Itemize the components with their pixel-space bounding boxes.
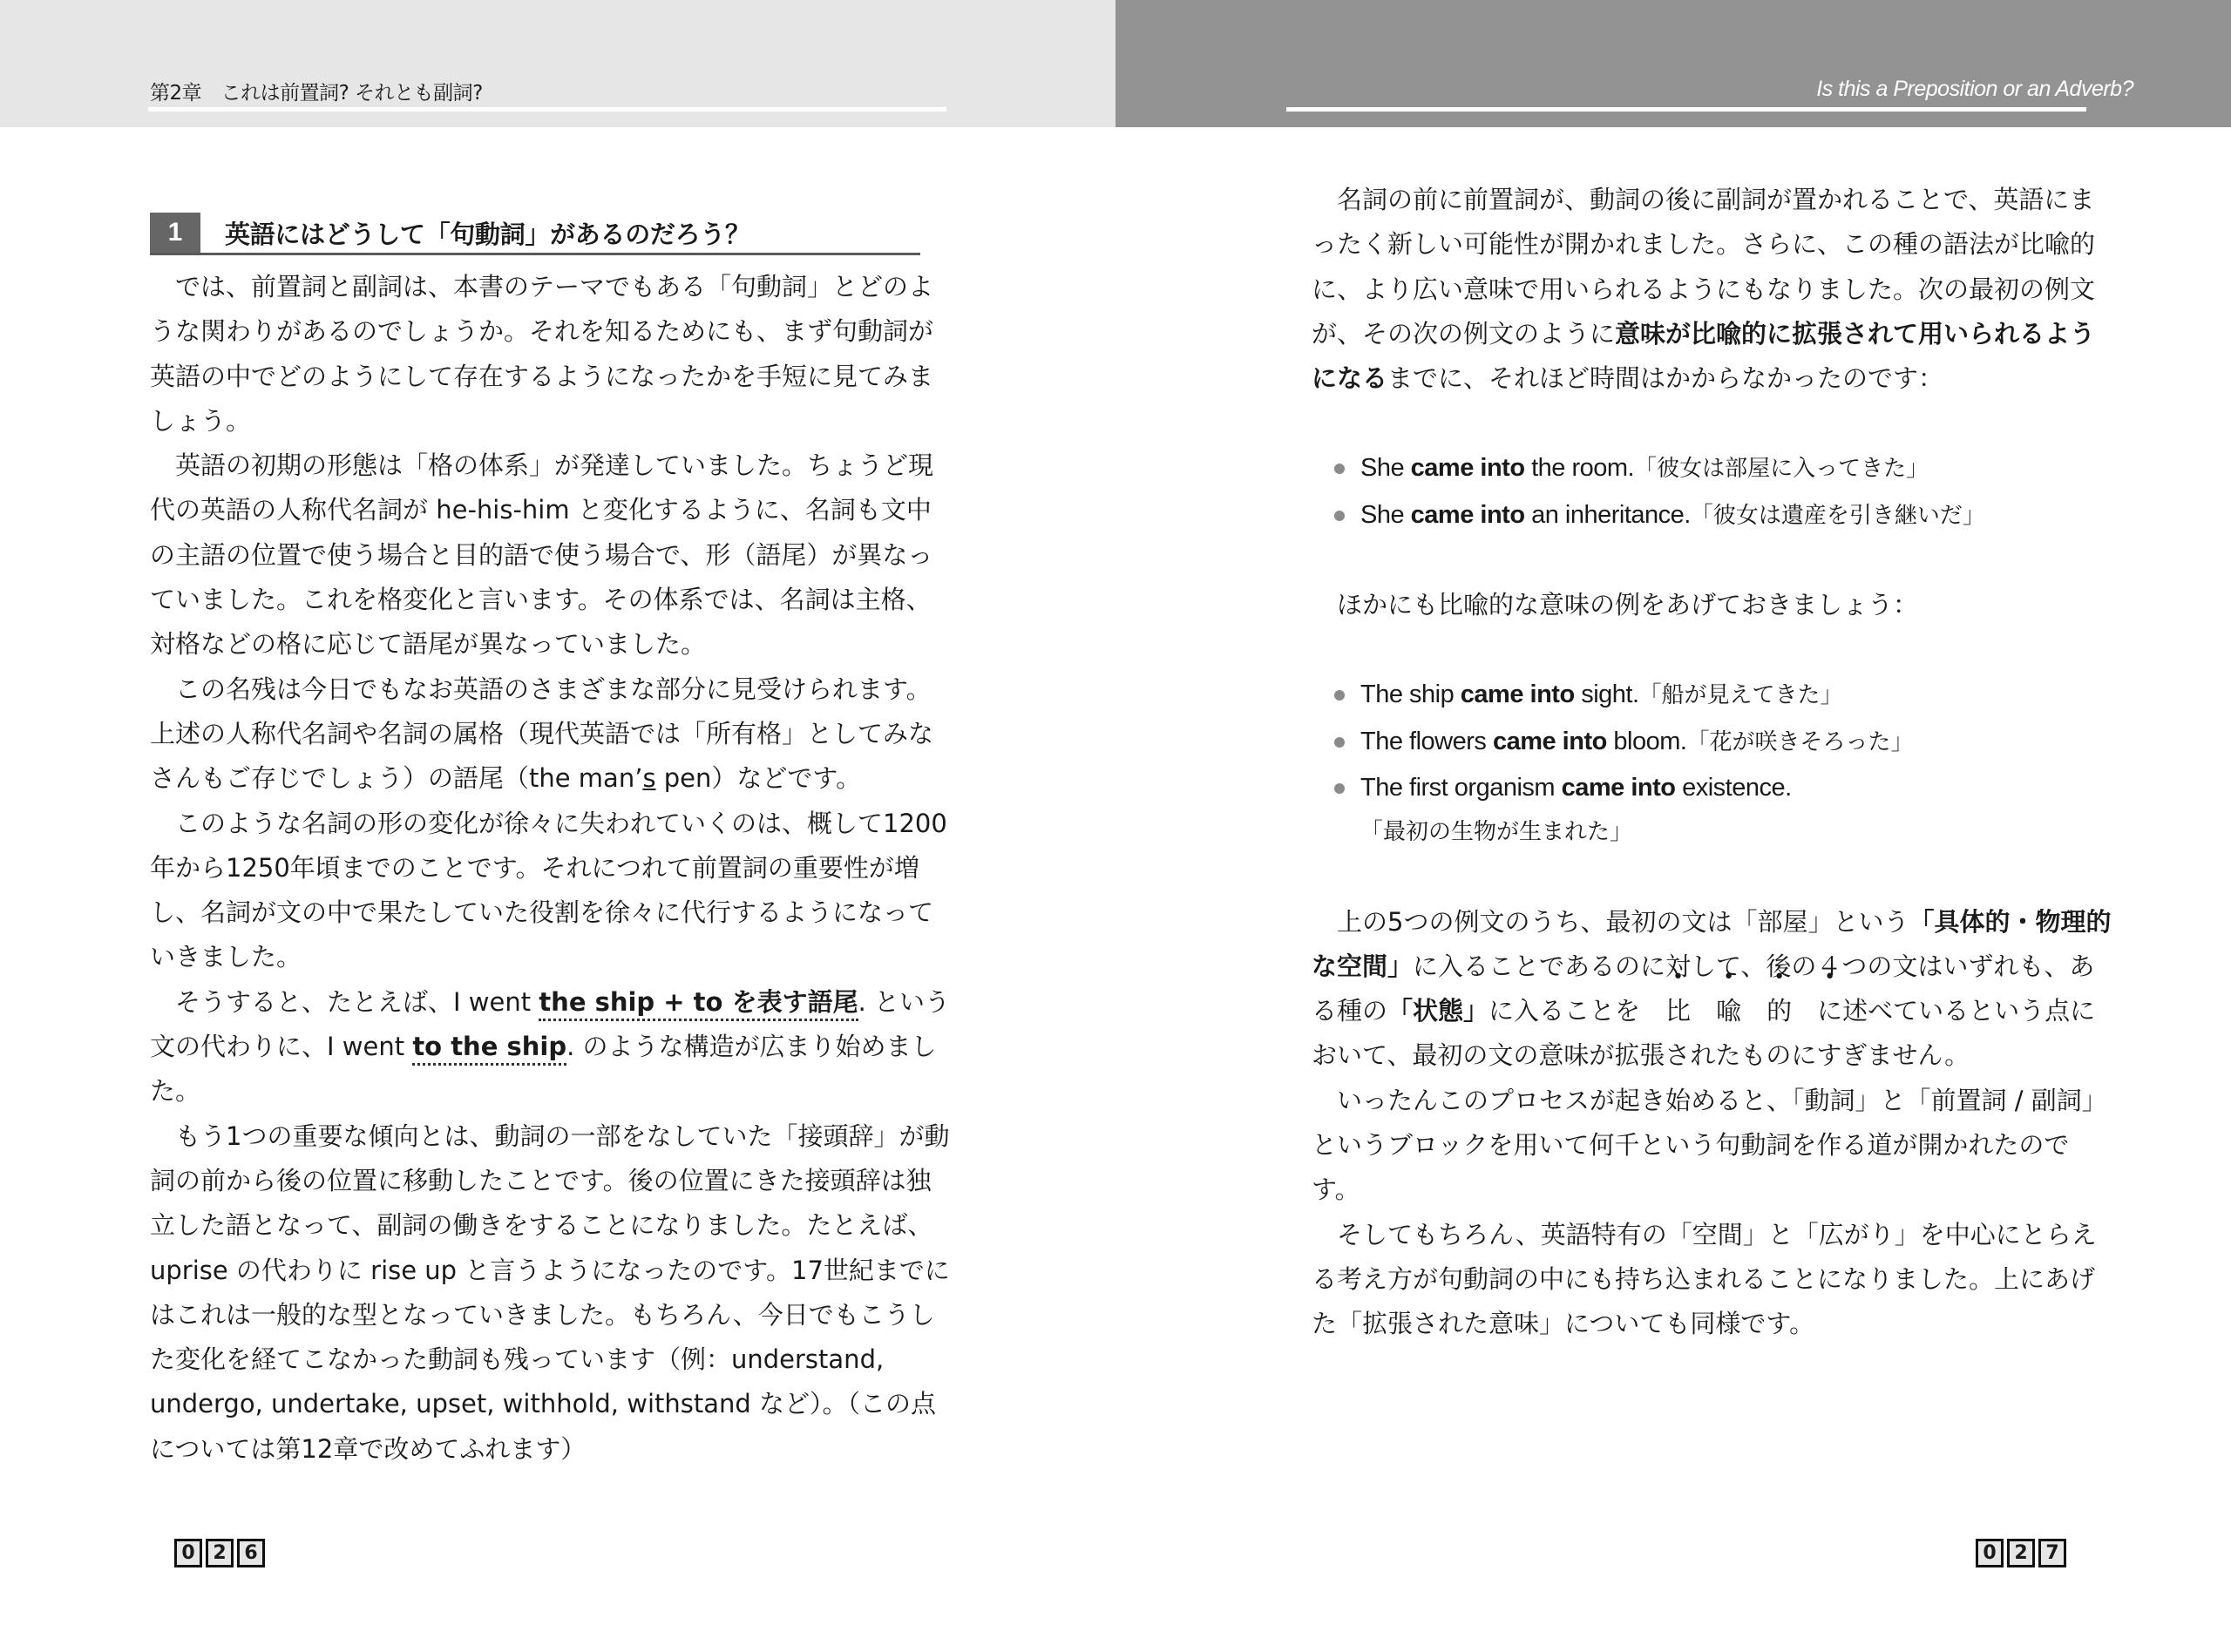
example-text: the room. (1524, 454, 1635, 483)
bold-phrase: 「具体的・物理的な空間」 (1312, 906, 2112, 981)
example-item (1312, 719, 2113, 765)
section-number: 1 (150, 213, 200, 253)
page-digit: 2 (206, 1539, 234, 1567)
spacer (1312, 538, 2113, 583)
chapter-title-en: Is this a Preposition or an Adverb? (1816, 77, 2133, 101)
paragraph (150, 980, 952, 1114)
running-header-right (1116, 0, 2231, 127)
right-body (1312, 178, 2113, 1347)
example-text: existence. (1675, 773, 1792, 802)
example-text: She (1360, 500, 1411, 529)
spacer (1312, 627, 2113, 672)
example-text: sight. (1574, 680, 1639, 709)
page-digit: 0 (174, 1539, 202, 1567)
paragraph: では、前置詞と副詞は、本書のテーマでもある「句動詞」とどのような関わりがあるのでしょうか。それを知るためにも、まず句動詞が英語の中でどのようにして存在するようになったかを手短に見てみましょう。 (150, 272, 934, 436)
phrasal-verb: came into (1492, 727, 1607, 755)
example-item (1312, 672, 2113, 718)
paragraph: そしてもちろん、英語特有の「空間」と「広がり」を中心にとらえる考え方が句動詞の中にも持ち込まれることになりました。上にあげた「拡張された意味」についても同様です。 (1312, 1219, 2097, 1339)
phrasal-verb: came into (1561, 773, 1676, 802)
emphasis-dot-char: 比 (1665, 996, 1692, 1026)
example-text: The flowers (1360, 727, 1493, 755)
paragraph: ほかにも比喩的な意味の例をあげておきましょう： (1337, 590, 1919, 620)
translation: 「最初の生物が生まれた」 (1360, 819, 1633, 846)
example-list (1312, 672, 2113, 810)
emphasis-dot-char: 的 (1766, 996, 1793, 1026)
paragraph: 英語の初期の形態は「格の体系」が発達していました。ちょうど現代の英語の人称代名詞が he-his-him と変化するように、名詞も文中の主語の位置で使う場合と目的語で使う場合で、形（語尾）が異なっていました。これを格変化と言います。その体系では、名詞は主格、対格などの格に応じて語尾が異なっていました。 (150, 450, 934, 660)
spacer (1312, 401, 2113, 445)
section-title: 英語にはどうして「句動詞」があるのだろう？ (225, 219, 750, 249)
translation: 「彼女は部屋に入ってきた」 (1634, 456, 1929, 483)
example-text: She (1360, 454, 1411, 483)
emphasis-phrase: the ship + to を表す語尾 (539, 987, 858, 1021)
example-item (1312, 492, 2113, 538)
text: 述べているという点において、最初の文の意味が拡張されたものにすぎません。 (1312, 996, 2096, 1071)
header-rule (1286, 107, 2086, 112)
example-text: The first organism (1360, 773, 1562, 802)
emphasis-dot-char: に (1817, 996, 1843, 1026)
paragraph (150, 667, 952, 802)
paragraph: もう1つの重要な傾向とは、動詞の一部をなしていた「接頭辞」が動詞の前から後の位置に移動したことです。後の位置にきた接頭辞は独立した語となって、副詞の働きをすることになりました。たとえば、uprise の代わりに rise up と言うようになったのです。17世紀までにはこれは一般的な型となっていきました。もちろん、今日でもこうした変化を経てこなかった動詞も残っています（例：understand, undergo, undertake, upset, withhold, withstand など）。（この点については第12章で改めてふれます） (150, 1121, 950, 1464)
text: . という文の代わりに、I went (150, 986, 951, 1062)
text: 名詞の前に前置詞が、動詞の後に副詞が置かれることで、英語にまったく新しい可能性が開かれました。さらに、この種の語法が比喩的に、より広い意味で用いられるようにもなりました。次の最初の例文が、その次の例文のように (1312, 185, 2096, 349)
running-header-left (0, 0, 1116, 127)
text: 上の5つの例文のうち、最初の文は「部屋」という (1337, 906, 1909, 937)
page-digit: 2 (2007, 1539, 2035, 1567)
chapter-title: 第2章 これは前置詞? それとも副詞? (150, 82, 483, 105)
paragraph (1312, 900, 2113, 1079)
page-digit: 6 (237, 1539, 265, 1567)
text: そうすると、たとえば、I went (175, 986, 539, 1017)
bold-phrase: 「状態」 (1387, 996, 1489, 1026)
page-number-right (1976, 1539, 2066, 1567)
bold-phrase: 意味が比喩的に拡張されて用いられるようになる (1312, 318, 2096, 394)
paragraph: いったんこのプロセスが起き始めると、「動詞」と「前置詞 / 副詞」というブロックを用いて何千という句動詞を作る道が開かれたのです。 (1312, 1085, 2107, 1205)
emphasis-phrase: to the ship (412, 1032, 566, 1066)
phrasal-verb: came into (1410, 500, 1525, 529)
possessive-s: s (642, 763, 656, 794)
page-digit: 0 (1976, 1539, 2004, 1567)
text: この名残は今日でもなお英語のさまざまな部分に見受けられます。上述の人称代名詞や名詞の属格（現代英語では「所有格」としてみなさんもご存じでしょう）の語尾（the man’ (150, 674, 934, 794)
phrasal-verb: came into (1410, 454, 1525, 483)
example-text: bloom. (1606, 727, 1687, 755)
translation: 「花が咲きそろった」 (1686, 728, 1914, 755)
emphasis-dot-char: 喩 (1716, 996, 1742, 1026)
text: までに、それほど時間はかからなかったのです： (1387, 363, 1944, 394)
example-text: The ship (1360, 680, 1461, 709)
paragraph: このような名詞の形の変化が徐々に失われていくのは、概して1200年から1250年頃までのことです。それにつれて前置詞の重要性が増し、名詞が文の中で果たしていた役割を徐々に代行するようになっていきました。 (150, 808, 947, 972)
text: . のような構造が広まり始めました。 (150, 1032, 937, 1107)
example-text: an inheritance. (1524, 500, 1691, 529)
translation: 「船が見えてきた」 (1638, 682, 1843, 709)
phrasal-verb: came into (1460, 680, 1575, 709)
page-digit: 7 (2038, 1539, 2066, 1567)
example-item (1312, 765, 2113, 810)
example-item (1312, 445, 2113, 491)
spacer (1312, 856, 2113, 900)
text: に入ることを (1488, 996, 1641, 1026)
paragraph (1312, 178, 2113, 401)
translation: 「彼女は遺産を引き継いだ」 (1690, 502, 1985, 529)
example-list (1312, 445, 2113, 538)
text: pen）などです。 (655, 763, 862, 794)
text: に入ることであるのに対して、後の４つの文はいずれも、ある種の (1312, 951, 2095, 1026)
section-heading (150, 213, 920, 255)
page-number-left (174, 1539, 265, 1567)
header-rule (148, 107, 946, 112)
left-body (150, 265, 952, 1472)
